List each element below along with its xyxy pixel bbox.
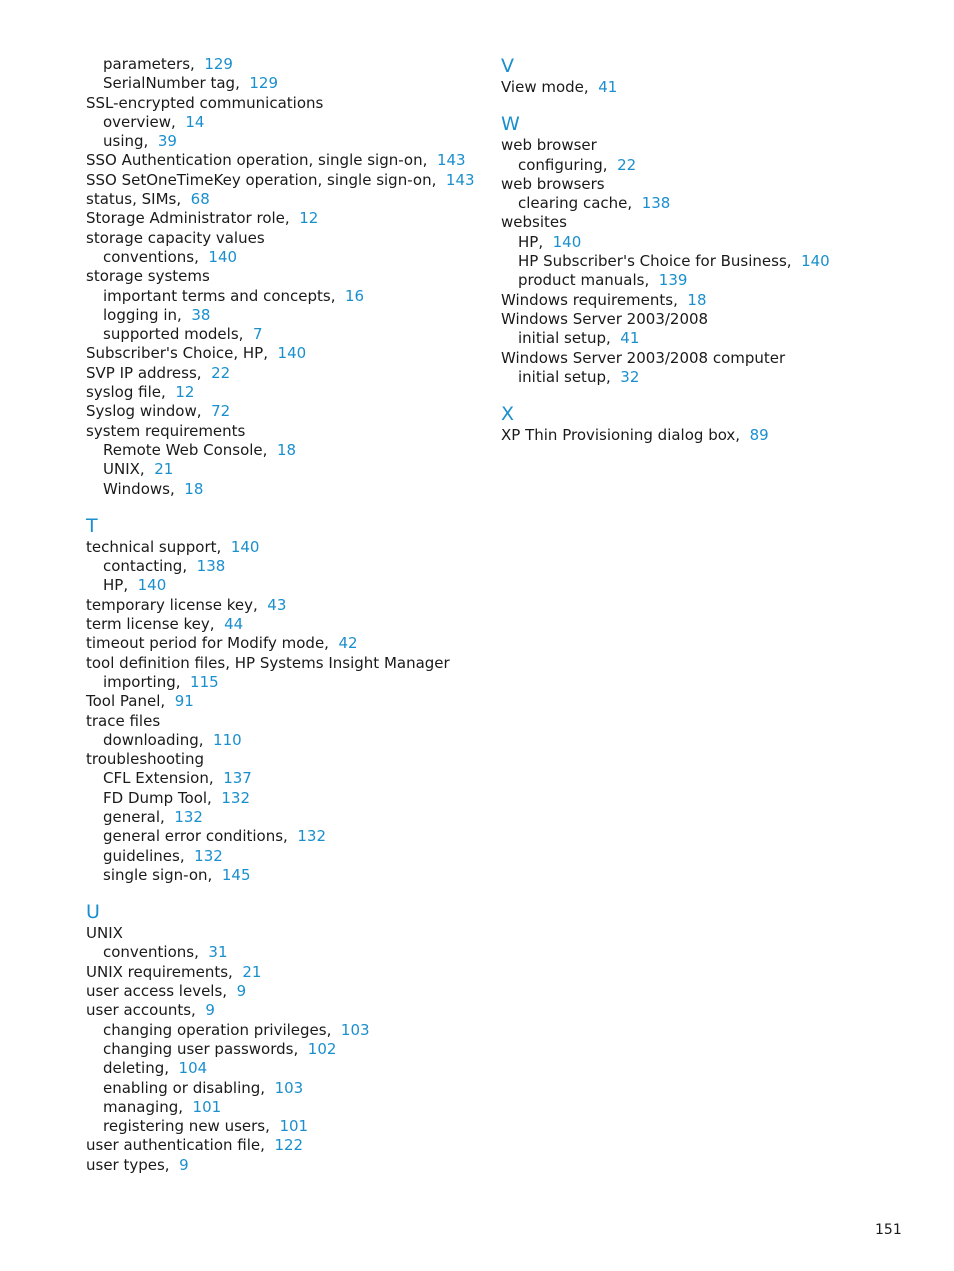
index-subentry [86, 1021, 486, 1040]
page-link[interactable]: 18 [276, 440, 297, 459]
page-link[interactable]: 132 [297, 827, 326, 846]
page-link[interactable]: 18 [184, 479, 204, 498]
index-term: general error conditions, [103, 827, 288, 846]
index-entry [501, 426, 921, 445]
index-subentry [86, 731, 486, 750]
page-link[interactable]: 68 [190, 190, 210, 209]
index-term: SSO Authentication operation, single sign-on, [86, 151, 428, 170]
index-subentry [86, 866, 486, 885]
index-term: UNIX requirements, [86, 962, 233, 981]
index-subentry [86, 325, 486, 344]
index-entry [501, 175, 921, 194]
page-link[interactable]: 39 [157, 132, 177, 151]
index-term: importing, [103, 672, 181, 691]
page-link[interactable]: 140 [552, 232, 582, 251]
page-link[interactable]: 18 [687, 290, 707, 309]
page-link[interactable]: 140 [277, 344, 307, 363]
index-term: websites [501, 213, 567, 232]
index-subentry [501, 368, 921, 387]
index-entry [86, 924, 486, 943]
index-term: HP Subscriber's Choice for Business, [518, 252, 792, 271]
index-letter-heading: U [86, 901, 100, 924]
index-entry [86, 229, 486, 248]
index-term: single sign-on, [103, 865, 213, 884]
index-entry [501, 349, 921, 368]
page-link[interactable]: 22 [617, 155, 637, 174]
index-term: SSO SetOneTimeKey operation, single sign-on, [86, 170, 437, 189]
page-link[interactable]: 91 [174, 692, 194, 711]
page-link[interactable]: 138 [641, 194, 671, 213]
index-subentry [501, 252, 921, 271]
index-term: enabling or disabling, [103, 1078, 266, 1097]
page-link[interactable]: 44 [224, 615, 244, 634]
index-term: user accounts, [86, 1001, 196, 1020]
index-term: using, [103, 132, 149, 151]
page-link[interactable]: 21 [154, 460, 174, 479]
index-subentry [86, 132, 486, 151]
index-term: troubleshooting [86, 750, 205, 769]
index-term: contacting, [103, 557, 188, 576]
index-term: SVP IP address, [86, 363, 202, 382]
index-term: deleting, [103, 1059, 169, 1078]
index-entry [501, 213, 921, 232]
index-letter-heading: T [86, 514, 98, 537]
page-link[interactable]: 43 [267, 595, 287, 614]
page-link[interactable]: 14 [185, 112, 205, 131]
index-term: Windows, [103, 479, 175, 498]
index-letter-heading: V [501, 55, 514, 77]
index-term: user authentication file, [86, 1136, 265, 1155]
index-column-right [501, 55, 921, 445]
index-entry [86, 402, 486, 421]
index-subentry [86, 1079, 486, 1098]
index-term: Subscriber's Choice, HP, [86, 344, 268, 363]
index-entry [86, 654, 486, 673]
index-subentry [86, 557, 486, 576]
index-entry [501, 78, 921, 97]
index-term: View mode, [501, 78, 589, 96]
index-subentry [86, 460, 486, 479]
index-term: web browsers [501, 174, 605, 193]
index-term: initial setup, [518, 367, 611, 386]
index-term: guidelines, [103, 846, 185, 865]
index-subentry [86, 769, 486, 788]
index-subentry [86, 441, 486, 460]
index-term: SerialNumber tag, [103, 74, 240, 93]
index-subentry [86, 576, 486, 595]
index-entry [86, 267, 486, 286]
index-entry [86, 634, 486, 653]
index-term: downloading, [103, 730, 204, 749]
index-subentry [86, 306, 486, 325]
index-term: term license key, [86, 615, 215, 634]
index-subentry [86, 1040, 486, 1059]
page-link[interactable]: 21 [242, 962, 262, 981]
page-link[interactable]: 16 [345, 286, 365, 305]
index-entry [86, 615, 486, 634]
index-subentry [86, 847, 486, 866]
page-link[interactable]: 115 [190, 672, 219, 691]
index-term: UNIX [86, 924, 123, 943]
index-entry [501, 136, 921, 155]
page-link[interactable]: 122 [274, 1136, 304, 1155]
index-entry [86, 171, 486, 190]
page-link[interactable]: 22 [211, 363, 231, 382]
page-link[interactable]: 132 [221, 788, 250, 807]
index-term: general, [103, 807, 165, 826]
page-link[interactable]: 145 [221, 865, 251, 884]
index-entry [86, 692, 486, 711]
index-subentry [86, 789, 486, 808]
index-term: changing operation privileges, [103, 1020, 332, 1039]
index-subentry [501, 329, 921, 348]
index-term: trace files [86, 711, 161, 730]
page-link[interactable]: 132 [194, 846, 223, 865]
page-link[interactable]: 9 [205, 1001, 215, 1020]
index-letter-heading: W [501, 113, 520, 136]
page-link[interactable]: 132 [174, 807, 203, 826]
index-term: SSL-encrypted communications [86, 93, 324, 112]
page-link[interactable]: 42 [338, 634, 358, 653]
index-term: user access levels, [86, 982, 228, 1001]
index-entry [501, 291, 921, 310]
page-link[interactable]: 32 [620, 367, 640, 386]
index-letter-heading: X [501, 403, 515, 426]
index-entry [86, 750, 486, 769]
index-entry [86, 190, 486, 209]
index-term: Remote Web Console, [103, 440, 268, 459]
index-subentry [501, 271, 921, 290]
index-subentry [86, 248, 486, 267]
index-subentry [501, 156, 921, 175]
index-term: important terms and concepts, [103, 286, 336, 305]
page-link[interactable]: 41 [598, 78, 618, 96]
index-subentry [501, 194, 921, 213]
index-term: technical support, [86, 537, 222, 556]
index-term: changing user passwords, [103, 1039, 299, 1058]
index-term: Tool Panel, [86, 692, 166, 711]
index-entry [501, 310, 921, 329]
index-subentry [86, 673, 486, 692]
page-link[interactable]: 9 [236, 982, 247, 1001]
index-term: supported models, [103, 325, 244, 344]
index-subentry [86, 808, 486, 827]
index-term: storage systems [86, 267, 210, 286]
index-subentry [86, 55, 486, 74]
index-entry [86, 422, 486, 441]
index-term: HP, [103, 576, 129, 595]
index-entry [86, 596, 486, 615]
index-term: temporary license key, [86, 595, 258, 614]
index-term: user types, [86, 1155, 170, 1174]
page-link[interactable]: 9 [179, 1155, 189, 1174]
index-entry [86, 963, 486, 982]
index-entry [86, 364, 486, 383]
index-term: overview, [103, 112, 176, 131]
index-subentry [86, 74, 486, 93]
index-term: storage capacity values [86, 228, 265, 247]
page-link[interactable]: 129 [249, 74, 279, 93]
index-entry [86, 383, 486, 402]
index-subentry [501, 233, 921, 252]
index-entry [86, 712, 486, 731]
page-link[interactable]: 89 [749, 426, 769, 445]
index-term: Windows Server 2003/2008 [501, 309, 709, 328]
index-term: timeout period for Modify mode, [86, 634, 329, 653]
index-term: system requirements [86, 421, 246, 440]
index-subentry [86, 827, 486, 846]
index-entry [86, 982, 486, 1001]
index-entry [86, 94, 486, 113]
index-entry [86, 538, 486, 557]
index-column-left [86, 55, 486, 1175]
page-link[interactable]: 104 [178, 1059, 208, 1078]
index-term: conventions, [103, 943, 199, 962]
index-entry [86, 344, 486, 363]
index-term: Windows Server 2003/2008 computer [501, 348, 786, 367]
index-entry [86, 1136, 486, 1155]
index-term: conventions, [103, 247, 199, 266]
page-link[interactable]: 101 [192, 1097, 222, 1116]
page-link[interactable]: 140 [801, 252, 830, 271]
index-subentry [86, 480, 486, 499]
page-link[interactable]: 138 [196, 557, 226, 576]
index-term: configuring, [518, 155, 608, 174]
page-link[interactable]: 140 [230, 537, 260, 556]
page-link[interactable]: 103 [274, 1078, 304, 1097]
index-term: registering new users, [103, 1117, 270, 1136]
page-link[interactable]: 103 [340, 1020, 370, 1039]
index-term: logging in, [103, 305, 182, 324]
index-term: HP, [518, 232, 544, 251]
index-term: parameters, [103, 55, 195, 73]
index-subentry [86, 287, 486, 306]
index-term: Windows requirements, [501, 290, 678, 309]
index-entry [86, 151, 486, 170]
page-link[interactable]: 140 [137, 576, 167, 595]
page-link[interactable]: 7 [252, 325, 263, 344]
page-link[interactable]: 139 [658, 271, 688, 290]
page-link[interactable]: 101 [279, 1117, 309, 1136]
index-subentry [86, 1098, 486, 1117]
index-term: status, SIMs, [86, 190, 182, 209]
page-link[interactable]: 38 [191, 305, 211, 324]
index-term: FD Dump Tool, [103, 788, 212, 807]
page-link[interactable]: 129 [204, 55, 233, 73]
page-link[interactable]: 12 [299, 209, 319, 228]
index-subentry [86, 1059, 486, 1078]
page-link[interactable]: 140 [208, 247, 238, 266]
index-term: initial setup, [518, 329, 611, 348]
index-subentry [86, 943, 486, 962]
index-term: tool definition files, HP Systems Insight Manager [86, 653, 450, 672]
page-link[interactable]: 143 [445, 170, 475, 189]
index-term: web browser [501, 136, 597, 155]
index-term: managing, [103, 1097, 183, 1116]
page-link[interactable]: 102 [307, 1039, 337, 1058]
index-term: clearing cache, [518, 194, 633, 213]
page-link[interactable]: 12 [175, 383, 195, 402]
index-term: syslog file, [86, 383, 166, 402]
index-term: Syslog window, [86, 402, 202, 421]
index-term: UNIX, [103, 460, 145, 479]
page-number: 151 [875, 1222, 902, 1238]
index-term: XP Thin Provisioning dialog box, [501, 426, 741, 445]
index-subentry [86, 113, 486, 132]
page-link[interactable]: 41 [620, 329, 640, 348]
index-entry [86, 209, 486, 228]
page-link[interactable]: 110 [213, 730, 242, 749]
page-link[interactable]: 143 [436, 151, 466, 170]
index-term: Storage Administrator role, [86, 209, 290, 228]
index-subentry [86, 1117, 486, 1136]
index-entry [86, 1001, 486, 1020]
page-link[interactable]: 137 [223, 769, 252, 788]
page-link[interactable]: 31 [208, 943, 228, 962]
index-term: CFL Extension, [103, 769, 214, 788]
page-link[interactable]: 72 [211, 402, 231, 421]
index-term: product manuals, [518, 271, 650, 290]
index-entry [86, 1156, 486, 1175]
